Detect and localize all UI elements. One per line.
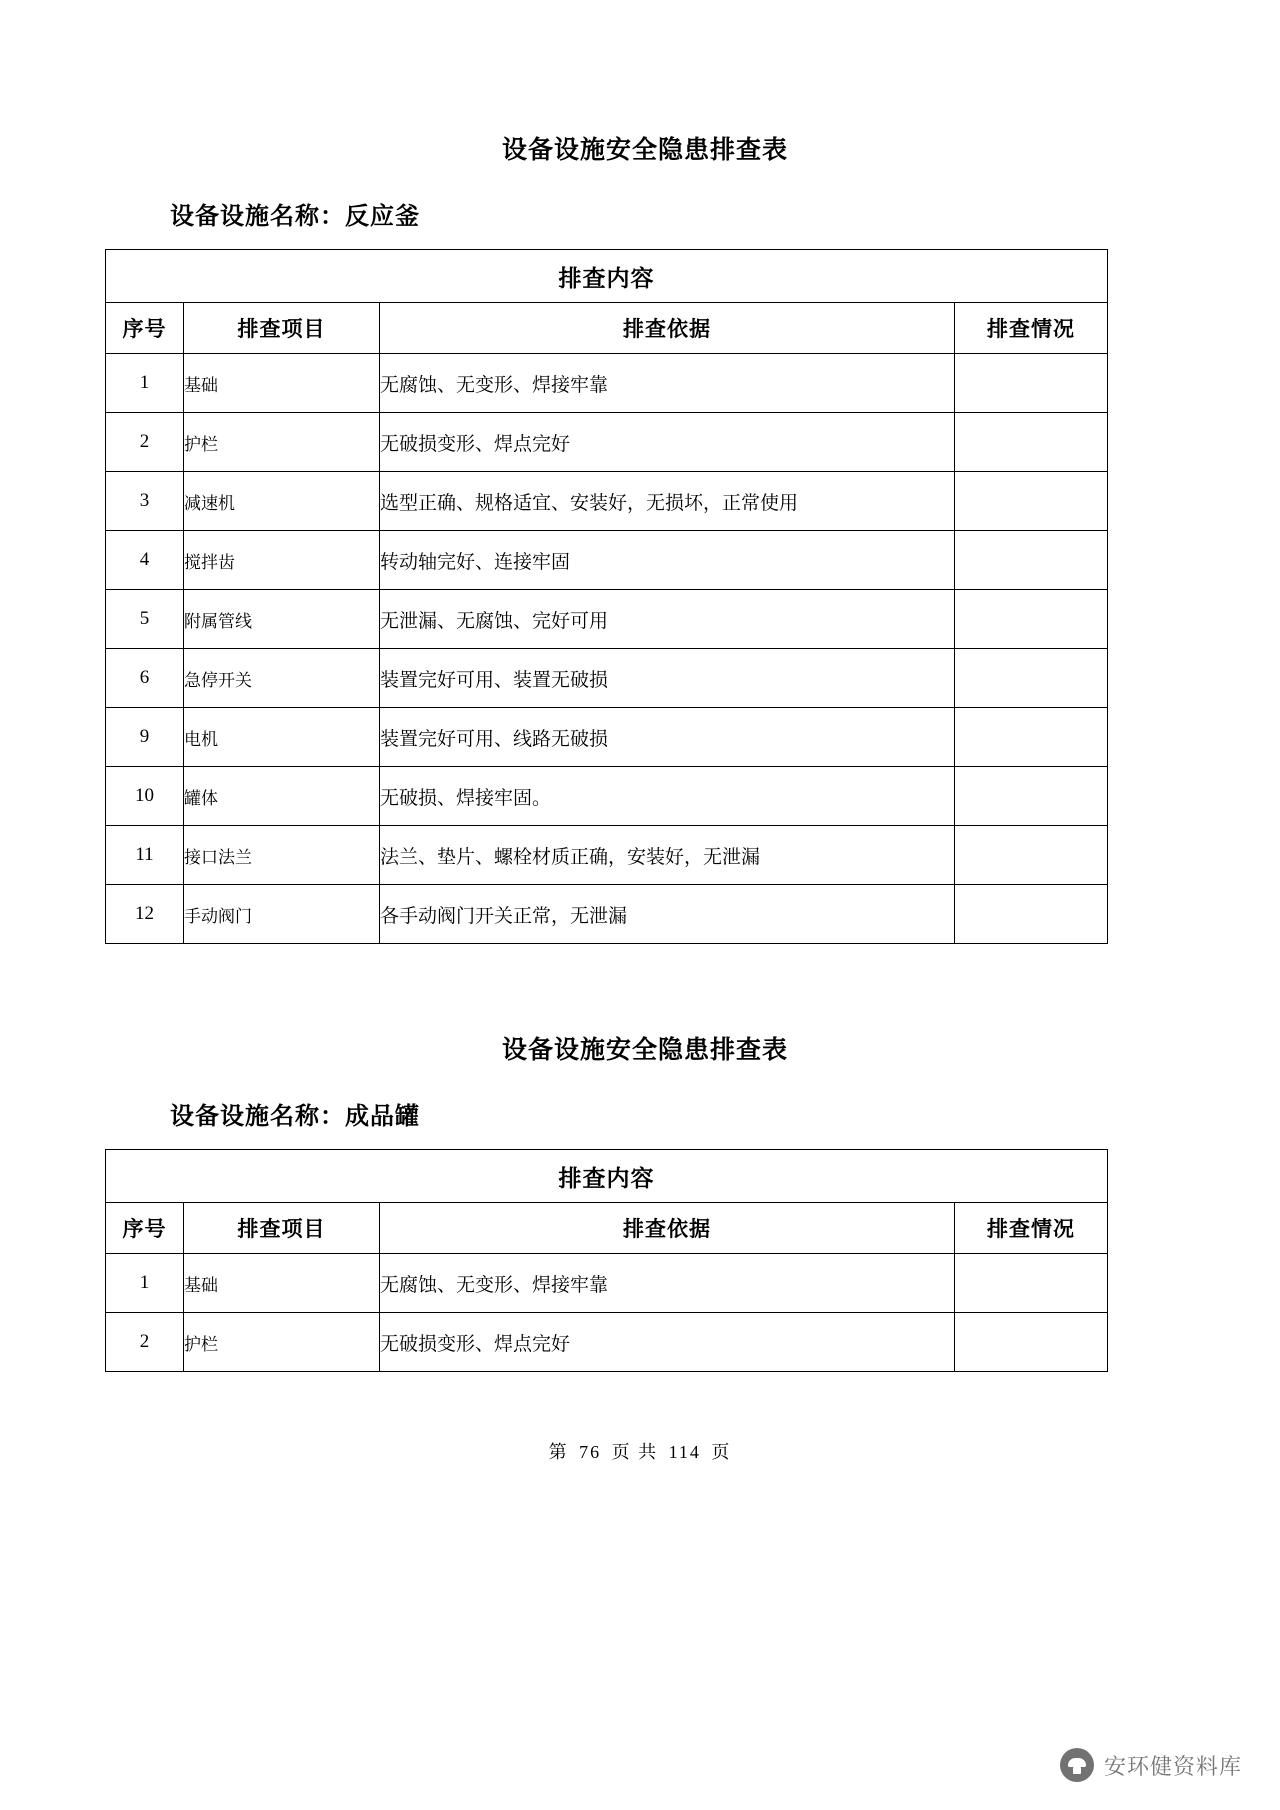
- row-status[interactable]: [955, 708, 1108, 767]
- table-row: [106, 354, 1108, 413]
- column-header-status: 排查情况: [955, 1203, 1108, 1254]
- row-basis: 无腐蚀、无变形、焊接牢靠: [380, 1254, 955, 1313]
- row-basis: 无破损变形、焊点完好: [380, 1313, 955, 1372]
- row-status[interactable]: [955, 1254, 1108, 1313]
- table-span-header: 排查内容: [106, 250, 1108, 303]
- table-row: [106, 885, 1108, 944]
- watermark-label: 安环健资料库: [1103, 1753, 1242, 1779]
- table-span-header: 排查内容: [106, 1150, 1108, 1203]
- row-no: 6: [106, 649, 184, 708]
- row-status[interactable]: [955, 826, 1108, 885]
- footer-total-pages: 114: [668, 1442, 701, 1462]
- checklist-table-1: [105, 249, 1108, 944]
- row-basis: 法兰、垫片、螺栓材质正确，安装好，无泄漏: [380, 826, 955, 885]
- table-span-header-row: [106, 1150, 1108, 1203]
- page-title-1: 设备设施安全隐患排查表: [501, 137, 788, 164]
- row-status[interactable]: [955, 885, 1108, 944]
- row-status[interactable]: [955, 1313, 1108, 1372]
- row-status[interactable]: [955, 649, 1108, 708]
- row-no: 2: [106, 1313, 184, 1372]
- table-row: [106, 1313, 1108, 1372]
- table-row: [106, 590, 1108, 649]
- row-item: 搅拌齿: [184, 531, 380, 590]
- footer-page-number: 76: [579, 1442, 602, 1462]
- table-row: [106, 413, 1108, 472]
- table-span-header-row: [106, 250, 1108, 303]
- column-header-basis: 排查依据: [380, 1203, 955, 1254]
- row-status[interactable]: [955, 354, 1108, 413]
- equipment-name-1: 设备设施名称：反应釜: [170, 204, 420, 230]
- row-item: 护栏: [184, 413, 380, 472]
- row-no: 10: [106, 767, 184, 826]
- equipment-name-2: 设备设施名称：成品罐: [170, 1104, 420, 1130]
- row-basis: 各手动阀门开关正常，无泄漏: [380, 885, 955, 944]
- row-no: 12: [106, 885, 184, 944]
- row-basis: 无泄漏、无腐蚀、完好可用: [380, 590, 955, 649]
- row-item: 罐体: [184, 767, 380, 826]
- row-basis: 无破损变形、焊点完好: [380, 413, 955, 472]
- row-item: 基础: [184, 1254, 380, 1313]
- row-basis: 无腐蚀、无变形、焊接牢靠: [380, 354, 955, 413]
- row-item: 减速机: [184, 472, 380, 531]
- column-header-no: 序号: [106, 1203, 184, 1254]
- row-item: 电机: [184, 708, 380, 767]
- row-item: 接口法兰: [184, 826, 380, 885]
- row-basis: 装置完好可用、线路无破损: [380, 708, 955, 767]
- row-status[interactable]: [955, 472, 1108, 531]
- table-header-row: [106, 1203, 1108, 1254]
- table-row: [106, 649, 1108, 708]
- row-no: 11: [106, 826, 184, 885]
- row-no: 1: [106, 354, 184, 413]
- table-row: [106, 472, 1108, 531]
- column-header-basis: 排查依据: [380, 303, 955, 354]
- row-no: 4: [106, 531, 184, 590]
- row-item: 手动阀门: [184, 885, 380, 944]
- row-status[interactable]: [955, 413, 1108, 472]
- row-status[interactable]: [955, 531, 1108, 590]
- table-row: [106, 826, 1108, 885]
- row-status[interactable]: [955, 590, 1108, 649]
- column-header-status: 排查情况: [955, 303, 1108, 354]
- row-no: 2: [106, 413, 184, 472]
- row-basis: 转动轴完好、连接牢固: [380, 531, 955, 590]
- section-spacer: [110, 944, 1170, 1030]
- checklist-table-2: [105, 1149, 1108, 1372]
- column-header-item: 排查项目: [184, 1203, 380, 1254]
- row-item: 基础: [184, 354, 380, 413]
- table-row: [106, 531, 1108, 590]
- column-header-item: 排查项目: [184, 303, 380, 354]
- row-no: 3: [106, 472, 184, 531]
- table-row: [106, 1254, 1108, 1313]
- row-status[interactable]: [955, 767, 1108, 826]
- row-no: 5: [106, 590, 184, 649]
- footer-middle: 页 共: [611, 1442, 659, 1462]
- footer-suffix: 页: [711, 1442, 732, 1462]
- watermark: [1060, 1748, 1242, 1782]
- wechat-account-logo-icon: [1060, 1748, 1094, 1782]
- table-header-row: [106, 303, 1108, 354]
- row-no: 9: [106, 708, 184, 767]
- footer-prefix: 第: [548, 1442, 569, 1462]
- row-item: 护栏: [184, 1313, 380, 1372]
- row-basis: 选型正确、规格适宜、安装好，无损坏，正常使用: [380, 472, 955, 531]
- row-basis: 无破损、焊接牢固。: [380, 767, 955, 826]
- page-title-2: 设备设施安全隐患排查表: [501, 1037, 788, 1064]
- row-item: 附属管线: [184, 590, 380, 649]
- column-header-no: 序号: [106, 303, 184, 354]
- table-row: [106, 767, 1108, 826]
- table-row: [106, 708, 1108, 767]
- row-item: 急停开关: [184, 649, 380, 708]
- row-basis: 装置完好可用、装置无破损: [380, 649, 955, 708]
- row-no: 1: [106, 1254, 184, 1313]
- page-footer: [110, 1438, 1170, 1464]
